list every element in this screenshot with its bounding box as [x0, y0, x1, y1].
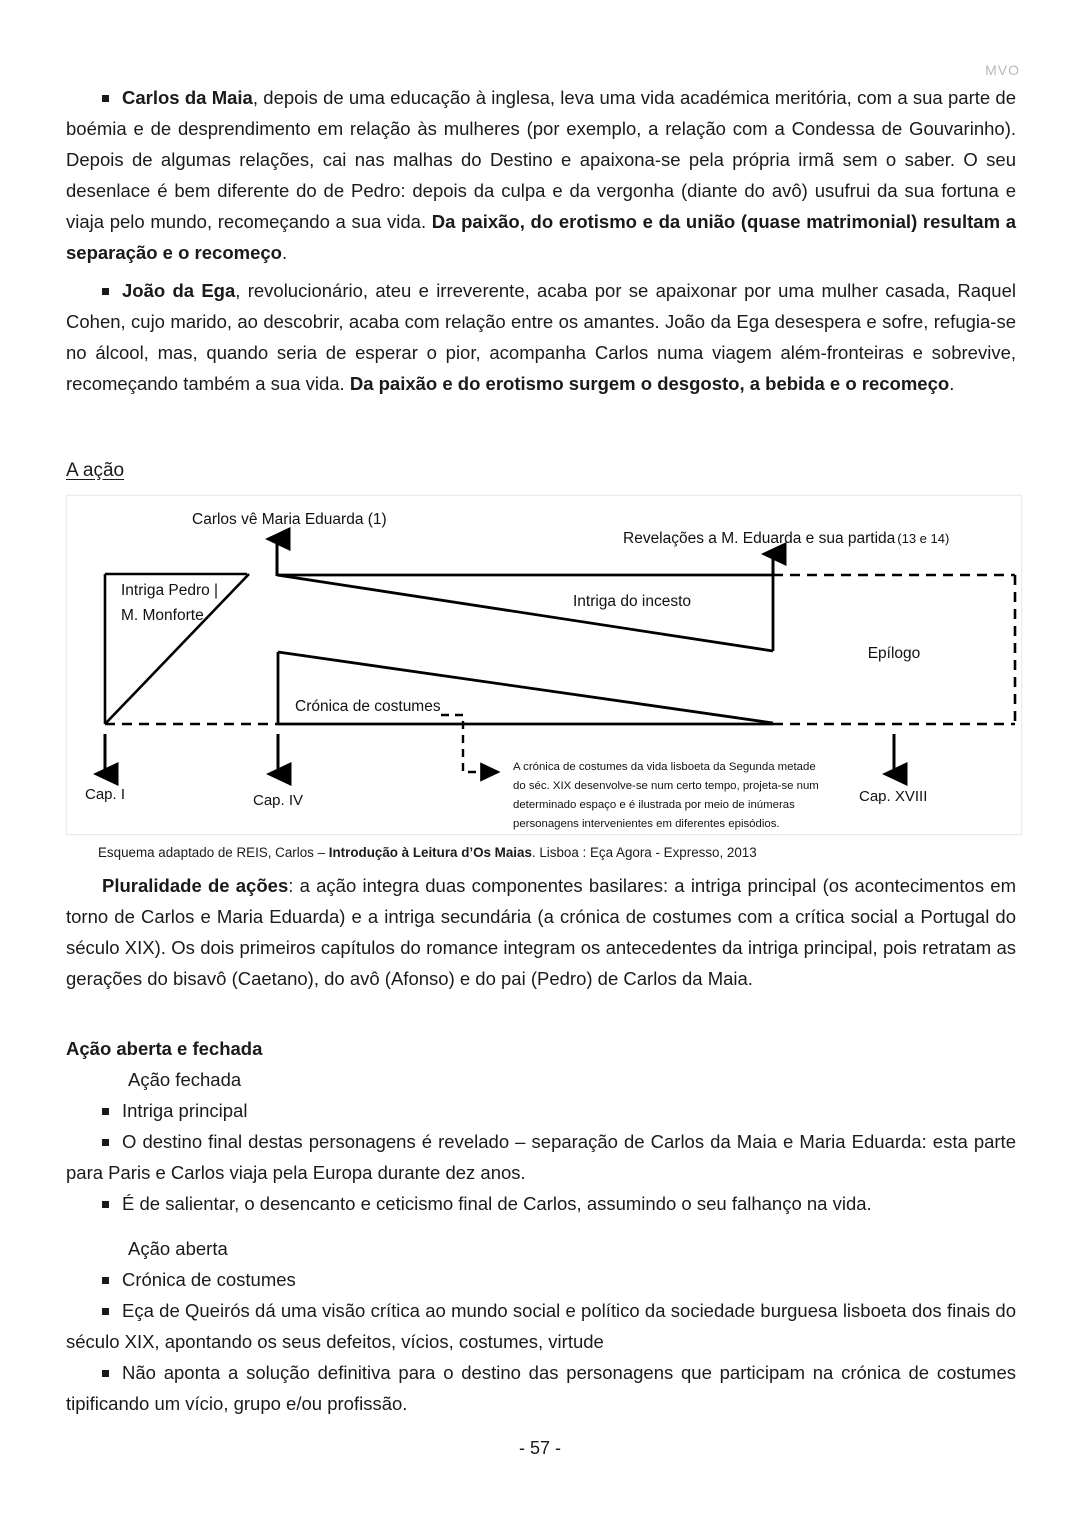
figure-caption-bold: Introdução à Leitura d’Os Maias: [328, 845, 532, 860]
subheading-acao-aberta: Ação aberta: [128, 1238, 228, 1259]
acao-aberta-fechada-block: [66, 1033, 1016, 1419]
list-item-open-2-text: Eça de Queirós dá uma visão crítica ao mundo social e político da sociedade burguesa lisboeta dos finais do século XIX, apontando os seus defeitos, vícios, costumes, virtude: [66, 1300, 1016, 1352]
diagram-label-revelacoes: Revelações a M. Eduarda e sua partida (13 e 14): [623, 530, 950, 547]
paragraph-ega-bold-tail: Da paixão e do erotismo surgem o desgosto, a bebida e o recomeço: [349, 373, 950, 394]
paragraph-pluralidade-lead: Pluralidade de ações: [102, 875, 289, 896]
subheading-acao-fechada: Ação fechada: [128, 1069, 242, 1090]
square-bullet-icon: [102, 1108, 109, 1115]
list-item-closed-1-text: Intriga principal: [122, 1100, 248, 1121]
diagram-caption-cap-4: Cap. IV: [253, 792, 304, 809]
diagram-caption-cap-18: Cap. XVIII: [859, 788, 928, 805]
paragraph-pluralidade: [66, 870, 1016, 994]
square-bullet-icon: [102, 1370, 109, 1377]
list-spacer: [66, 1219, 1016, 1233]
list-item-closed-3: [66, 1188, 1016, 1219]
list-item-open-1: [66, 1264, 1016, 1295]
page-number: - 57 -: [518, 1438, 561, 1458]
square-bullet-icon: [102, 1201, 109, 1208]
paragraph-carlos-da-maia: [66, 82, 1016, 268]
upper-text-block: [66, 82, 1016, 399]
diagram-box-epilogo: Epílogo: [867, 645, 921, 662]
diagram-box-intriga-pedro-line1: Intriga Pedro |: [121, 582, 219, 599]
acao-structure-diagram: [66, 495, 1022, 835]
list-item-open-3-text: Não aponta a solução definitiva para o destino das personagens que participam na crónica de costumes tipificando um vício, grupo e/ou profissão.: [66, 1362, 1016, 1414]
list-item-open-1-text: Crónica de costumes: [122, 1269, 296, 1290]
list-item-open-2: [66, 1295, 1016, 1357]
diagram-note-line-1: A crónica de costumes da vida lisboeta da Segunda metade: [513, 761, 816, 773]
diagram-label-carlos-ve-maria: Carlos vê Maria Eduarda (1): [192, 511, 387, 528]
diagram-box-cronica-costumes: Crónica de costumes: [295, 698, 441, 715]
paragraph-carlos-end: .: [281, 242, 288, 263]
diagram-box-intriga-pedro-line2: M. Monforte: [121, 607, 204, 624]
list-item-open-3: [66, 1357, 1016, 1419]
paragraph-joao-da-ega: [66, 275, 1016, 399]
figure-caption-part2: . Lisboa : Eça Agora - Expresso, 2013: [531, 845, 757, 860]
square-bullet-icon: [102, 1308, 109, 1315]
square-bullet-icon: [102, 1277, 109, 1284]
paragraph-ega-end: .: [949, 373, 955, 394]
heading-acao-aberta-e-fechada: Ação aberta e fechada: [66, 1038, 263, 1059]
diagram-note-line-2: do séc. XIX desenvolve-se num certo tempo, projeta-se num: [513, 780, 819, 792]
diagram-note-line-4: personagens intervenientes em diferentes episódios.: [513, 818, 780, 830]
pluralidade-text-block: [66, 870, 1016, 994]
square-bullet-icon: [102, 288, 109, 295]
square-bullet-icon: [102, 95, 109, 102]
paragraph-carlos-lead: Carlos da Maia: [122, 87, 253, 108]
list-item-closed-3-text: É de salientar, o desencanto e ceticismo final de Carlos, assumindo o seu falhanço na vida.: [122, 1193, 872, 1214]
square-bullet-icon: [102, 1139, 109, 1146]
figure-source-caption: [98, 845, 757, 860]
diagram-caption-cap-1: Cap. I: [85, 786, 126, 803]
figure-caption-part1: Esquema adaptado de REIS, Carlos –: [98, 845, 329, 860]
list-item-closed-2: [66, 1126, 1016, 1188]
diagram-box-intriga-incesto: Intriga do incesto: [572, 593, 692, 610]
paragraph-carlos-body: , depois de uma educação à inglesa, leva uma vida académica meritória, com a sua parte de boémia e de desprendimento em relação às mulheres (por exemplo, a relação com a Condessa de Gouvarinho). Depois de algumas relações, cai nas malhas do Destino e apaixona-se pela própria irmã sem o saber. O seu desenlace é bem diferente do de Pedro: depois da culpa e da vergonha (diante do avô) usufrui da sua fortuna e viaja pelo mundo, recomeçando a sua vida.: [66, 87, 1017, 232]
paragraph-carlos-bold-tail: Da paixão, do erotismo e da união (quase matrimonial) resultam a separação e o recomeço: [66, 211, 1016, 263]
list-item-closed-2-text: O destino final destas personagens é revelado – separação de Carlos da Maia e Maria Eduarda: esta parte para Paris e Carlos viaja pela Europa durante dez anos.: [66, 1131, 1016, 1183]
list-item-closed-1: [66, 1095, 1016, 1126]
paragraph-pluralidade-body: : a ação integra duas componentes basilares: a intriga principal (os acontecimentos em torno de Carlos e Maria Eduarda) e a intriga secundária (a crónica de costumes com a crítica social a Portugal do século XIX). Os dois primeiros capítulos do romance integram os antecedentes da intriga principal, pois retratam as gerações do bisavô (Caetano), do avô (Afonso) e do pai (Pedro) de Carlos da Maia.: [66, 875, 1016, 989]
section-title-a-acao: A ação: [66, 460, 125, 481]
paragraph-ega-body: , revolucionário, ateu e irreverente, acaba por se apaixonar por uma mulher casada, Raquel Cohen, cujo marido, ao descobrir, acaba com relação entre os amantes. João da Ega desespera e sofre, refugia-se no álcool, mas, quando seria de esperar o pior, acompanha Carlos numa viagem além-fronteiras e sobrevive, recomeçando também a sua vida.: [66, 280, 1016, 394]
diagram-note-line-3: determinado espaço e é ilustrada por meio de inúmeras: [513, 799, 795, 811]
header-watermark: MVO: [985, 62, 1020, 78]
paragraph-ega-lead: João da Ega: [122, 280, 236, 301]
